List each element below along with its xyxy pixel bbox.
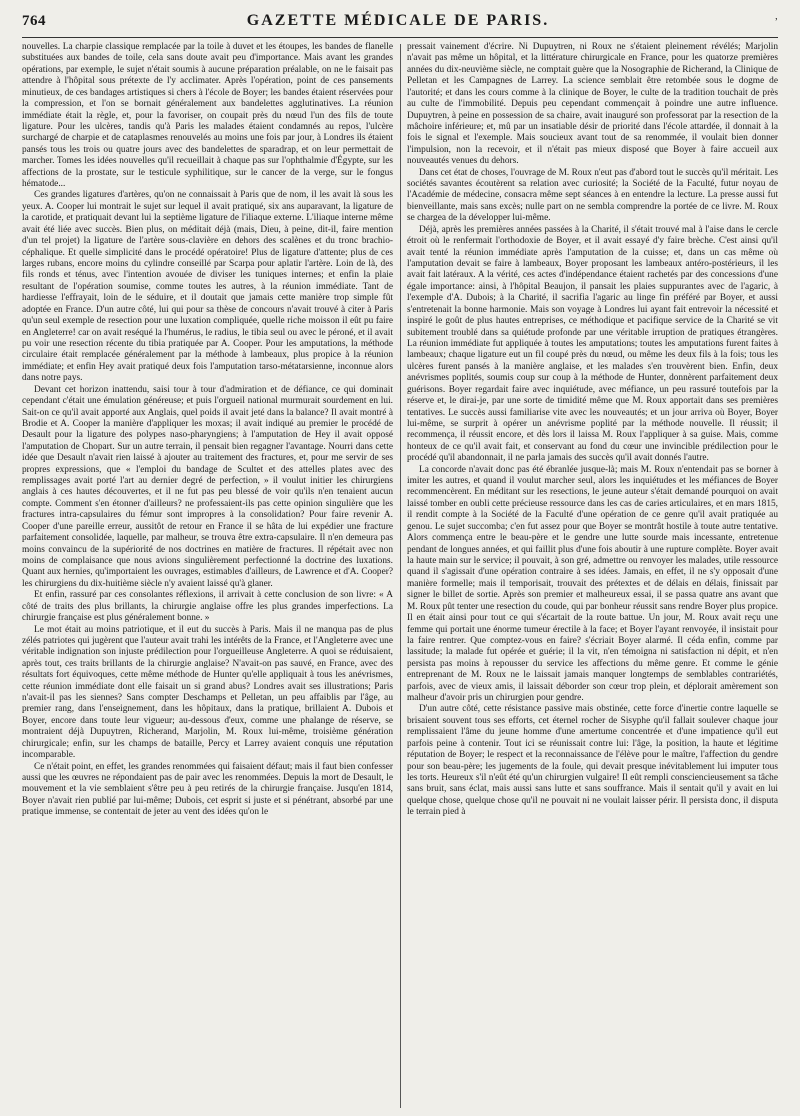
page-header	[22, 12, 778, 34]
paragraph: Déjà, après les premières années passées à la Charité, il s'était trouvé mal à l'aise dans le cercle étroit où le renfermait l'orthodoxie de Boyer, et il avait essayé d'y faire brèche. C'est ainsi qu'il avait tenté la réunion immédiate après l'amputation de la cuisse; et, dans un cas même où l'amputation devait se faire à lambeaux, Boyer proposant les lambeaux antéro-postérieurs, il les avait fait latéraux. A la vérité, ces actes d'indépendance étaient rachetés par des concessions d'une égale importance: ainsi, à l'hôpital Beaujon, il pansait les plaies suppurantes avec de l'agaric, à l'exemple d'A. Dubois; à la Charité, il sacrifia l'agaric au linge fin préféré par Boyer, et aussi s'entretenait la bonne harmonie. Mais son voyage à Londres lui ayant fait entrevoir la nécessité et inspiré le goût de plus hautes entreprises, ce méthodique et pacifique service de la Charité se vit subitement troublé dans sa quiétude profonde par une véritable irruption de pratiques étrangères. La réunion immédiate fut appliquée à toutes les amputations; toutes les amputations furent faites à lambeaux; chaque ligature eut un fil coupé près du nœud, ou même les deux fils à la fois; tous les ulcères furent pansés à la manière anglaise, et les malades s'en trouvèrent bien. Enfin, deux anévrismes poplités, soumis coup sur coup à la méthode de Hunter, donnèrent parfaitement deux guérisons. Boyer regardait faire avec inquiétude, avec méfiance, un peu rassuré toutefois par la réserve et, le dirai-je, par une sorte de timidité même que M. Roux apportait dans ses premières tentatives. Le succès aussi familiarise vite avec les nouveautés; et un jour arriva où Boyer, Boyer lui-même, se surprit à opérer un anévrisme poplité par la méthode nouvelle. Il réussit; il recommença, il réussit encore, et dès lors il laissa M. Roux l'appliquer à sa guise. Mais, comme honteux de ce qu'il avait fait, et conservant au fond du cœur une invincible prédilection pour le procédé qu'il abandonnait, il ne parla jamais des succès qu'il avait donnés l'autre.	[407, 224, 778, 464]
paragraph: Devant cet horizon inattendu, saisi tour à tour d'admiration et de défiance, ce qui dominait cependant c'était une émulation généreuse; et puis l'orgueil national murmurait sourdement en lui. Sait-on ce qu'il avait apporté aux Anglais, quel poids il avait jeté dans la balance? Il avait montré à Brodie et A. Cooper la manière d'appliquer les moxas; il avait indiqué au premier le procédé de Desault pour la ligature des polypes naso-pharyngiens; à l'amputation de Hey il avait opposé l'amputation de Chopart. Sur un autre terrain, il pensait bien regagner l'avantage. Nourri dans cette idée que Desault n'avait rien laissé à ajouter au traitement des fractures, et, pour me servir de ses propres expressions, que « l'emploi du bandage de Scultet et des attelles plates avec des remplissages avait porté l'art au dernier degré de perfection, » il voulut initier les chirurgiens anglais à ces hautes découvertes, et il ne fut pas peu blessé de voir qu'ils n'en tenaient aucun compte. Comment s'en étonner d'ailleurs? ne professaient-ils pas cette opinion singulière que les fractures intra-capsulaires du fémur sont impropres à la consolidation? Pour faire revenir A. Cooper d'une pareille erreur, aussitôt de retour en France il se hâta de lui expédier une fracture parfaitement consolidée, laquelle, par malheur, se trouva être extra-capsulaire. Il n'en demeura pas moins convaincu de la supériorité de nos doctrines en matière de fractures. Il répétait avec non moins de complaisance que nous avions singulièrement perfectionné la doctrine des luxations. Quant aux hernies, qu'importaient les ouvrages, estimables d'ailleurs, de Lawrence et d'A. Cooper? les chirurgiens du dix-huitième siècle n'y avaient laissé qu'à glaner.	[22, 384, 393, 589]
paragraph: Le mot était au moins patriotique, et il eut du succès à Paris. Mais il ne manqua pas de plus zélés patriotes qui jugèrent que l'auteur avait trahi les intérêts de la France, et l'Angleterre avec une véritable indignation son injuste prédilection pour l'orgueilleuse Angleterre. A quoi se réduisaient, après tout, ces traits brillants de la chirurgie anglaise? N'avait-on pas sauvé, en France, avec des résultats fort équivoques, cette même méthode de Hunter qu'elle appliquait à tous les anévrismes, cette réunion immédiate dont elle faisait un si grand abus? Londres avait ses illustrations; Paris n'avait-il pas les siennes? Sans compter Deschamps et Pelletan, un peu affaiblis par l'âge, au premier rang, dans l'enseignement, dans les hôpitaux, dans la pratique, brillaient A. Dubois et Boyer, encore dans toute leur vigueur; au-dessous d'eux, comme une phalange de réserve, se montraient déjà Dupuytren, Richerand, Marjolin, M. Roux lui-même, troisième génération chirurgicale; enfin, sur les champs de bataille, Percy et Larrey avaient conquis une réputation incomparable.	[22, 624, 393, 761]
right-column	[407, 42, 778, 1110]
paragraph: nouvelles. La charpie classique remplacée par la toile à duvet et les étoupes, les bandes de flanelle substituées aux bandes de toile, cela sans doute avait peu d'importance. Mais avant les grandes opérations, par exemple, le sujet n'était soumis à aucune préparation préalable, on ne le faisait pas attendre à l'hôpital sous prétexte de l'y acclimater. Après l'opération, point de ces pansements minutieux, de ces bandages artistiques si chers à l'école de Boyer; les bandes étaient réservées pour la compression, et l'on se bornait généralement aux bandelettes agglutinatives. La réunion immédiate était la règle, et, pour la favoriser, on coupait près du nœud l'un des fils de toute ligature. Pour les ulcères, tandis qu'à Paris les malades étaient condamnés au repos, l'ulcère surchargé de charpie et de cataplasmes renouvelés au moins une fois par jour, à Londres ils étaient pansés tous les trois ou quatre jours avec des bandelettes de sparadrap, et on leur permettait de marcher. Tomes les idées nouvelles qu'il recueillait à chaque pas sur l'ophthalmie d'Égypte, sur les affections de la prostate, sur le testicule syphilitique, sur le cancer de la verge, sur le fongus hématode...	[22, 42, 393, 190]
corner-mark: ’	[774, 17, 778, 28]
header-rule	[22, 37, 778, 38]
page-number: 764	[22, 13, 46, 29]
running-title: GAZETTE MÉDICALE DE PARIS.	[246, 12, 550, 29]
paragraph: Ce n'était point, en effet, les grandes renommées qui faisaient défaut; mais il faut bien confesser aussi que les œuvres ne répondaient pas de pair avec les renommées. Depuis la mort de Desault, le mouvement et la vie semblaient s'être peu à peu retirés de la chirurgie française. Jusqu'en 1814, Boyer n'avait rien publié par lui-même; Dubois, cet esprit si juste et si pénétrant, absorbé par une pratique immense, se contentait de jeter au vent des idées qu'on le	[22, 761, 393, 818]
column-divider	[400, 44, 401, 1108]
paragraph: La concorde n'avait donc pas été ébranlée jusque-là; mais M. Roux n'entendait pas se borner à imiter les autres, et quand il voulut marcher seul, alors les inquiétudes et les méfiances de Boyer recommencèrent. En méditant sur les resections, le jeune auteur s'était demandé pourquoi on avait laissé tomber en oubli cette précieuse ressource dans les cas de caries articulaires, et en mars 1815, il rendit compte à la Société de la Faculté d'une opération de ce genre qu'il avait pratiquée au genou. Le sujet succomba; c'en fut assez pour que Boyer se montrât hostile à toute autre tentative. Alors commença entre le beau-père et le gendre une lutte sourde mais incessante, entretenue pendant de longues années, et qui faillit plus d'une fois aboutir à une rupture complète. Boyer avait la haute main sur le service; il pouvait, à son gré, admettre ou renvoyer les malades, utile ressource quand il s'agissait d'une opération contraire à ses idées. Jamais, en effet, il ne s'y opposait d'une manière formelle; mais il temporisait, trouvait des prétextes et de délais en délais, finissait par signer le billet de sortie. Après son premier et malheureux essai, il se passa quatre ans avant que M. Roux pût tenter une resection du coude, qui par bonheur réussit sans rendre Boyer plus propice. Il en était ainsi pour tout ce qui s'écartait de la route battue. Un jour, M. Roux avait reçu une femme qui portait une énorme tumeur érectile à la face; et Boyer l'ayant renvoyée, il insistait pour la faire rentrer. Que comptez-vous en faire? s'écriait Boyer alarmé. Il céda enfin, comme par lassitude; la malade fut opérée et guérie; il la vit, n'en témoigna ni satisfaction ni dépit, et n'en persista pas moins à repousser du service les affections du même genre. Et comme le génie entreprenant de M. Roux ne le laissait jamais manquer longtemps de semblables contrariétés, parfois, avec de vieux amis, il laissait déborder son cœur trop plein, et déplorait amèrement son malheur d'avoir pris un chirurgien pour gendre.	[407, 464, 778, 704]
paragraph: Ces grandes ligatures d'artères, qu'on ne connaissait à Paris que de nom, il les avait là sous les yeux. A. Cooper lui montrait le sujet sur lequel il avait pratiqué, six ans auparavant, la ligature de la carotide, et pratiquait devant lui la septième ligature de l'iliaque externe. L'iliaque interne même avait été liée avec succès. Bien plus, on méditait déjà (mais, Dieu, à peine, dit-il, faire mention d'un tel projet) la ligature de l'artère sous-clavière en dehors des scalènes et du tronc brachio-céphalique. Et quelle simplicité dans le procédé opératoire! Plus de ligature d'attente; plus de ces larges rubans, encore moins du cylindre conseillé par Scarpa pour aplatir l'artère. Loin de là, des fils ronds et ténus, avec l'intention avouée de diviser les tuniques internes; et enfin la plaie resultant de l'opération soumise, comme toutes les autres, à la réunion immédiate. Tant de hardiesse l'effrayait, loin de le séduire, et il doutait que jamais cette manière trop simple fût adoptée en France. D'un autre côté, lui qui pour sa thèse de concours n'avait trouvé à citer à Paris qu'un seul exemple de resection pour une luxation compliquée, quelle riche moisson il eût pu faire en Angleterre! car on avait reséqué la l'humérus, le radius, le tibia seul ou avec le péroné, et il avait pu voir une resection récente du tibia pratiquée par A. Cooper. Pour les amputations, la méthode circulaire était remplacée généralement par la méthode à lambeaux, plus propice à la réunion immédiate; et enfin Hey avait pratiqué deux fois l'amputation tarso-métatarsienne, inconnue alors dans notre pays.	[22, 190, 393, 384]
paragraph: Et enfin, rassuré par ces consolantes réflexions, il arrivait à cette conclusion de son livre: « A côté de traits des plus brillants, la chirurgie anglaise offre les plus grandes imperfections. La chirurgie française est plus généralement bonne. »	[22, 590, 393, 624]
left-column	[22, 42, 393, 1110]
paragraph: pressait vainement d'écrire. Ni Dupuytren, ni Roux ne s'étaient pleinement révélés; Marjolin n'avait pas même un hôpital, et la littérature chirurgicale en France, pour les quatorze premières années du dix-neuvième siècle, ne comptait guère que la Nosographie de Richerand, la Clinique de Pelletan et les Campagnes de Larrey. La science semblait être retombée sous le dogme de l'autorité; et dans les cours comme à la clinique de Boyer, le culte de la tradition touchait de près au culte de l'immobilité. Depuis peu cependant commençait à poindre une autre influence. Dupuytren, à peine en possession de sa chaire, avait inauguré son professorat par la resection de la mâchoire inférieure; et, mû par un insatiable désir de priorité dans l'école attardée, il donnait à la fois le signal et l'exemple. Mais soucieux avant tout de sa renommée, il voulait bien donner l'impulsion, non la recevoir, et il n'était pas mieux disposé que Boyer à faire accueil aux nouveautés venues du dehors.	[407, 42, 778, 167]
paragraph: Dans cet état de choses, l'ouvrage de M. Roux n'eut pas d'abord tout le succès qu'il méritait. Les sociétés savantes écoutèrent sa relation avec curiosité; la Société de la Faculté, futur noyau de l'Académie de médecine, consacra même sept séances à en entendre la lecture. La presse aussi fut bienveillante, mais sans excès; nulle part on ne sembla comprendre la portée de ce livre. M. Roux se chargea de la développer lui-même.	[407, 167, 778, 224]
text-columns	[22, 42, 778, 1110]
paragraph: D'un autre côté, cette résistance passive mais obstinée, cette force d'inertie contre laquelle se brisaient souvent tous ses efforts, cet éternel rocher de Sisyphe qu'il fallait soulever chaque jour remplissaient l'âme du jeune homme d'une amertume concentrée et d'une impatience qu'il eut parfois peine à contenir. Tout ici se réunissait contre lui: l'âge, la position, la haute et légitime réputation de Boyer; le respect et la reconnaissance de l'élève pour le maître, l'affection du gendre pour son beau-père; les jugements de la foule, qui devait presque inévitablement lui imputer tous les torts. Heureux s'il n'eût été qu'un chirurgien vulgaire! Il eût rempli consciencieusement sa tâche sans bruit, sans éclat, mais aussi sans lutte et sans souffrance. Mais il sentait qu'il y avait en lui quelque chose, quelque chose qu'il ne pouvait ni ne voulait laisser périr. Il persista donc, il disputa le terrain pied à	[407, 704, 778, 818]
